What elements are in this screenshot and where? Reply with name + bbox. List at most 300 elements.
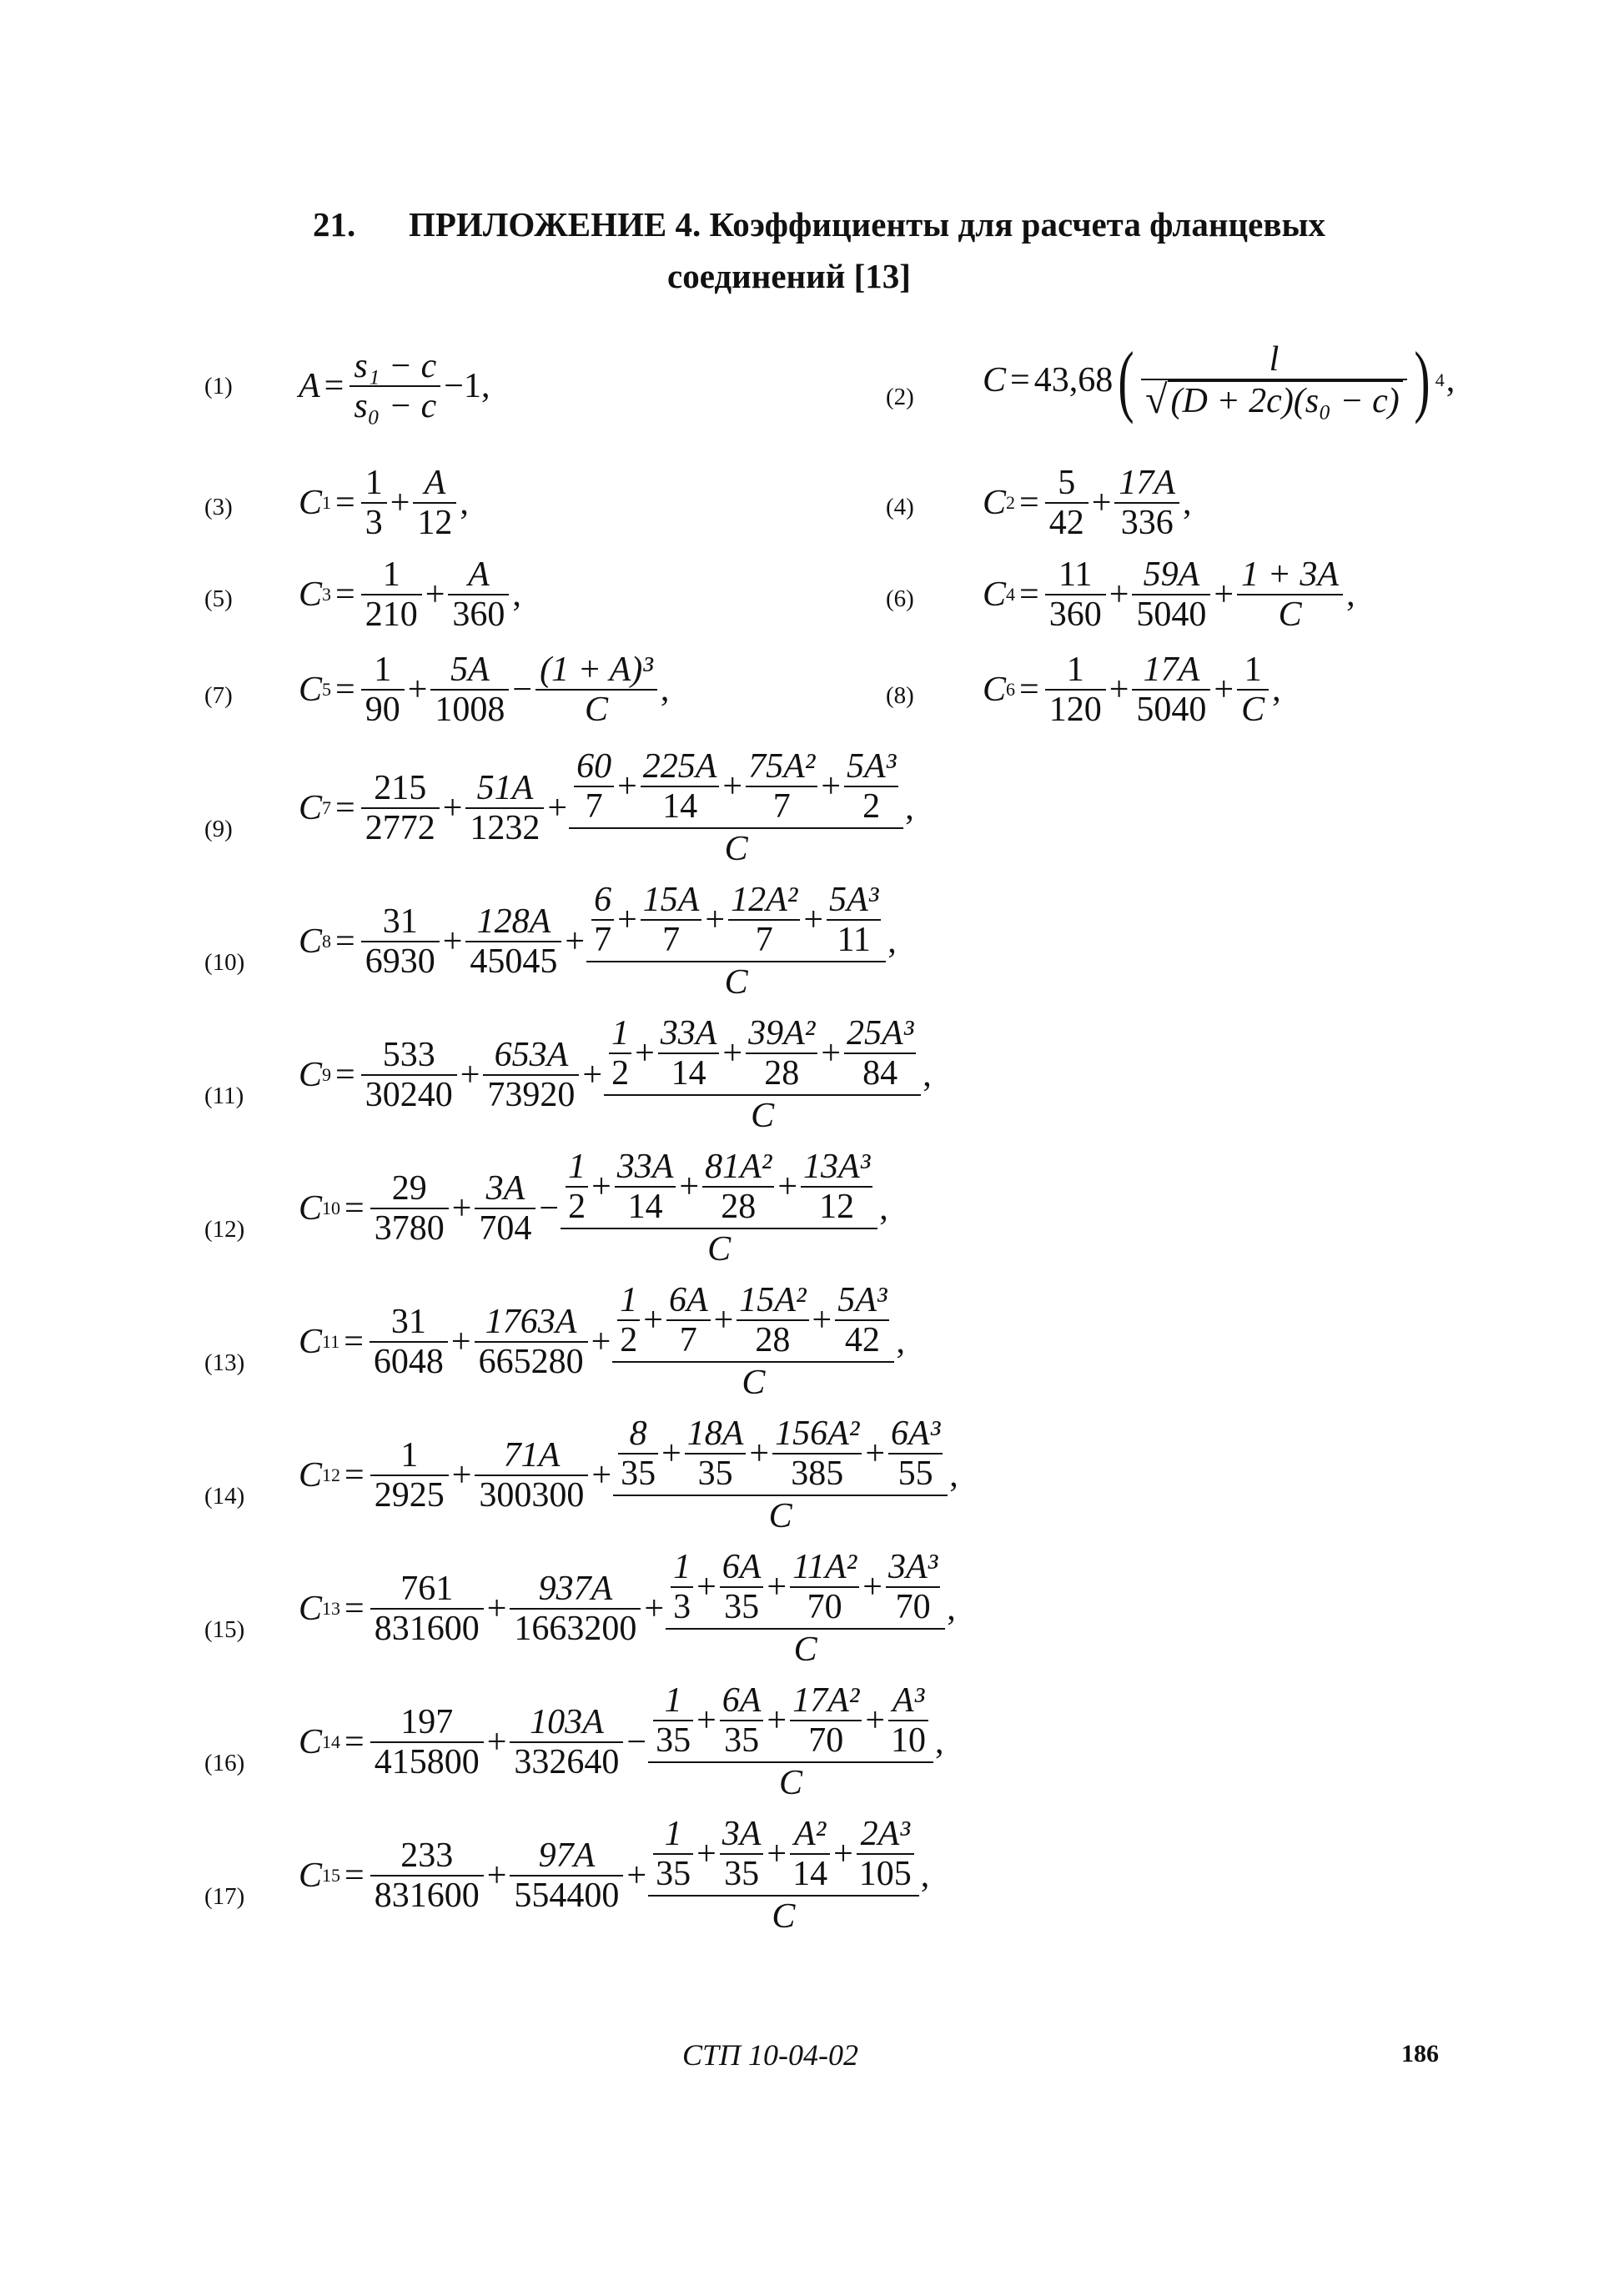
plus-sign: + [767, 1701, 787, 1741]
fraction [702, 1148, 774, 1226]
plus-sign: + [451, 1456, 472, 1495]
fraction-numerator: 17A² [792, 1681, 860, 1720]
equals-sign: = [335, 1056, 355, 1095]
plus-sign: + [1214, 575, 1234, 615]
fraction-numerator: 1 [365, 464, 383, 502]
fraction-numerator: 197 [400, 1703, 454, 1742]
compound-denominator: C [648, 1895, 919, 1937]
fraction [465, 769, 544, 847]
equals-sign: = [335, 671, 355, 710]
fraction-denominator: 28 [737, 1319, 808, 1359]
fraction-numerator: 5A³ [837, 1281, 887, 1319]
operator-sign: + [644, 1590, 665, 1629]
fraction [617, 1281, 640, 1359]
fraction-denominator: 3780 [370, 1208, 449, 1248]
fraction-numerator: 71A [503, 1436, 561, 1475]
equation-lhs: C [983, 575, 1007, 615]
coefficient: 43,68 [1033, 361, 1114, 400]
plus-sign: + [643, 1301, 663, 1340]
fraction-numerator: 103A [530, 1703, 604, 1742]
fraction [566, 1148, 588, 1226]
fraction [641, 747, 720, 826]
fraction-numerator: 1 [1244, 651, 1262, 689]
fraction [1132, 555, 1210, 634]
fraction [666, 1281, 711, 1359]
equation-lhs: C [299, 922, 323, 962]
compound-denominator: C [666, 1628, 945, 1670]
fraction [510, 1570, 641, 1648]
plus-sign: + [1109, 671, 1129, 710]
fraction [801, 1148, 872, 1226]
plus-sign: + [865, 1701, 886, 1741]
document-code: СТП 10-04-02 [682, 2038, 859, 2072]
plus-sign: + [749, 1434, 770, 1474]
equals-sign: = [344, 1723, 365, 1762]
equation-lhs: C [983, 484, 1007, 523]
compound-denominator: C [612, 1361, 894, 1403]
fraction-numerator: 11A² [792, 1548, 857, 1586]
plus-sign: + [722, 1034, 743, 1073]
equation-tail: , [920, 1856, 930, 1896]
fraction-denominator: C [535, 689, 657, 729]
plus-sign: + [407, 671, 428, 710]
fraction-numerator: 33A [616, 1148, 674, 1186]
fraction-numerator: 6A [668, 1281, 708, 1319]
plus-sign: + [1091, 484, 1112, 523]
fraction-denominator: 1232 [465, 807, 544, 847]
plus-sign: + [821, 767, 842, 806]
fraction [370, 1703, 484, 1781]
fraction [370, 1570, 484, 1648]
equals-sign: = [335, 575, 355, 615]
fraction-numerator: 12A² [731, 881, 798, 919]
equation-11: C 9 = $\frac{533}{30240}$ + $\frac{653A}{73920}$ + $\frac{1}{2}$ + $\frac{33A}{14}$ + $\frac{\text{39A²}}{28}$ + $\frac{\text{25A³}}{84}$ C , [299, 1014, 932, 1136]
heading-line-2: соединений [13] [667, 257, 911, 295]
fraction-numerator: 17A [1119, 464, 1176, 502]
equals-sign: = [335, 922, 355, 962]
operator-sign: + [626, 1856, 647, 1896]
compound-numerator [569, 747, 903, 827]
plus-sign: + [451, 1189, 472, 1228]
fraction-denominator: 45045 [465, 941, 561, 981]
fraction-denominator: 55 [888, 1453, 943, 1493]
fraction [790, 1681, 862, 1760]
plus-sign: + [591, 1168, 611, 1207]
equation-16: C 14 = $\frac{197}{415800}$ + $\frac{103A}{332640}$ − $\frac{1}{35}$ + $\frac{6A}{35}$ + $\frac{\text{17A²}}{70}$ + $\frac{\text{A³}}{10}$ C , [299, 1681, 944, 1803]
fraction-numerator: A [468, 555, 490, 594]
equation-lhs: C [983, 361, 1007, 400]
fraction-denominator: 1008 [430, 689, 509, 729]
fraction-denominator: 7 [641, 919, 702, 959]
operator-sign: + [591, 1323, 611, 1362]
equation-tail: , [947, 1590, 956, 1629]
fraction-denominator: 12 [801, 1186, 872, 1226]
compound-numerator [648, 1681, 933, 1761]
compound-fraction [604, 1014, 921, 1137]
equals-sign: = [1010, 361, 1030, 400]
plus-sign: + [425, 575, 445, 615]
equation-lhs: C [299, 789, 323, 828]
fraction-denominator: 5040 [1132, 594, 1210, 634]
equation-2: C = 43,68 ( l √ (D + 2c)(s₀ − c) ) 4 , [983, 335, 1456, 425]
compound-numerator [648, 1815, 919, 1895]
plus-sign: + [705, 901, 726, 940]
equation-number: (15) [204, 1616, 245, 1643]
fraction-denominator: 360 [1045, 594, 1106, 634]
plus-sign: + [635, 1034, 655, 1073]
plus-sign: + [1109, 575, 1129, 615]
equals-sign: = [1019, 484, 1039, 523]
minus-sign: − [512, 671, 533, 710]
fraction-numerator: A [424, 464, 446, 502]
operator-sign: + [565, 922, 586, 962]
equation-15: C 13 = $\frac{761}{831600}$ + $\frac{937A}{1663200}$ + $\frac{1}{3}$ + $\frac{6A}{35}$ + $\frac{\text{11A²}}{70}$ + $\frac{\text{3A³}}{70}$ C , [299, 1548, 956, 1670]
fraction-denominator: 35 [720, 1853, 764, 1893]
fraction [609, 1014, 631, 1093]
fraction-denominator: 7 [666, 1319, 711, 1359]
fraction-numerator: A³ [892, 1681, 925, 1720]
fraction-numerator: 6A [721, 1548, 762, 1586]
compound-fraction [613, 1414, 948, 1537]
compound-denominator: C [604, 1094, 921, 1136]
fraction-numerator: 1 [664, 1681, 682, 1720]
fraction-numerator: A² [793, 1815, 827, 1853]
fraction [888, 1681, 928, 1760]
equation-tail: , [1346, 575, 1355, 615]
section-number: 21. [313, 205, 356, 244]
fraction-denominator: 42 [835, 1319, 889, 1359]
equation-17: C 15 = $\frac{233}{831600}$ + $\frac{97A}{554400}$ + $\frac{1}{35}$ + $\frac{3A}{35}$ + $\frac{\text{A²}}{14}$ + $\frac{\text{2A³}}{105}$ C , [299, 1815, 930, 1937]
equation-number: (17) [204, 1883, 245, 1910]
fraction-numerator: l [1269, 340, 1280, 379]
compound-fraction [586, 881, 886, 1003]
equation-13: C 11 = $\frac{31}{6048}$ + $\frac{1763A}{665280}$ + $\frac{1}{2}$ + $\frac{6A}{7}$ + $\frac{\text{15A²}}{28}$ + $\frac{\text{5A³}}{42}$ C , [299, 1281, 905, 1403]
equation-tail: , [1183, 484, 1192, 523]
fraction-denominator: 14 [658, 1053, 720, 1093]
equation-number: (8) [886, 682, 914, 709]
operator-sign: + [591, 1456, 612, 1495]
plus-sign: + [865, 1434, 886, 1474]
fraction-numerator: 533 [382, 1036, 435, 1075]
fraction-denominator: 30240 [361, 1074, 457, 1114]
fraction-denominator: 105 [857, 1853, 914, 1893]
fraction [370, 1436, 449, 1515]
fraction-denominator: 2772 [361, 807, 440, 847]
equation-5: C 3 = $\frac{1}{210}$ + $\frac{A}{360}$ , [299, 555, 521, 635]
fraction [591, 881, 614, 959]
fraction [746, 747, 817, 826]
fraction-denominator: 90 [361, 689, 405, 729]
fraction [835, 1281, 889, 1359]
fraction [728, 881, 800, 959]
plus-sign: + [722, 767, 743, 806]
radical-sign: √ [1145, 378, 1168, 423]
fraction-denominator: 2 [617, 1319, 640, 1359]
plus-sign: + [486, 1856, 507, 1896]
fraction [370, 1836, 484, 1915]
fraction [1045, 555, 1106, 634]
fraction-numerator: 6A [721, 1681, 762, 1720]
equation-tail: , [887, 922, 897, 962]
equation-number: (13) [204, 1349, 245, 1376]
fraction-denominator: 35 [653, 1853, 693, 1893]
plus-sign: + [777, 1168, 798, 1207]
plus-sign: + [803, 901, 824, 940]
fraction [615, 1148, 676, 1226]
fraction-numerator: (1 + A)³ [540, 651, 653, 689]
fraction-denominator: 7 [746, 786, 817, 826]
fraction-numerator: 97A [538, 1836, 596, 1876]
operator-sign: − [539, 1189, 560, 1228]
fraction [361, 464, 387, 542]
equals-sign: = [1019, 575, 1039, 615]
fraction [1237, 555, 1343, 634]
fraction-numerator: 761 [400, 1570, 454, 1609]
fraction [361, 902, 440, 981]
plus-sign: + [1214, 671, 1234, 710]
fraction-numerator: 17A [1143, 651, 1200, 689]
fraction-numerator: 1 [664, 1815, 682, 1853]
fraction [790, 1815, 830, 1893]
fraction [574, 747, 614, 826]
equals-sign: = [344, 1323, 364, 1362]
equation-4: C 2 = $\frac{5}{42}$ + $\frac{17A}{336}$ , [983, 464, 1192, 543]
plus-sign: + [696, 1568, 716, 1607]
equation-lhs: C [299, 1189, 323, 1228]
fraction-denominator: s₀ − c [349, 385, 440, 425]
fraction-denominator: 14 [615, 1186, 676, 1226]
fraction-denominator: 300300 [475, 1475, 588, 1515]
fraction-numerator: 653A [494, 1036, 569, 1075]
fraction-denominator: 2925 [370, 1475, 449, 1515]
fraction-numerator: 1 [568, 1148, 586, 1186]
plus-sign: + [696, 1835, 716, 1874]
plus-sign: + [812, 1301, 832, 1340]
equation-tail: , [879, 1189, 888, 1228]
fraction-denominator: C [1237, 594, 1343, 634]
equation-number: (4) [886, 494, 914, 520]
fraction [790, 1548, 859, 1626]
fraction-numerator: 2A³ [860, 1815, 910, 1853]
fraction [888, 1414, 943, 1493]
equation-7: C 5 = $\frac{1}{90}$ + $\frac{5A}{1008}$ − $\frac{\text{(1 + A)³}}{C}$ , [299, 651, 670, 730]
page-heading [313, 198, 1397, 302]
fraction [413, 464, 456, 542]
fraction-numerator: 3A [721, 1815, 762, 1853]
equation-lhs: C [299, 1056, 323, 1095]
fraction-denominator: 35 [720, 1586, 764, 1626]
fraction-denominator: 12 [413, 502, 456, 542]
square-root [1141, 378, 1407, 423]
right-parenthesis: ) [1414, 335, 1430, 425]
plus-sign: + [617, 767, 637, 806]
fraction-numerator: 39A² [748, 1014, 816, 1053]
fraction-denominator: 5040 [1132, 689, 1210, 729]
equation-12: C 10 = $\frac{29}{3780}$ + $\frac{3A}{704}$ − $\frac{1}{2}$ + $\frac{33A}{14}$ + $\frac{\text{81A²}}{28}$ + $\frac{\text{13A³}}{12}$ C , [299, 1148, 888, 1269]
fraction-denominator: 2 [609, 1053, 631, 1093]
equation-tail: , [512, 575, 521, 615]
fraction-numerator: 1 [382, 555, 400, 594]
equals-sign: = [335, 789, 355, 828]
equation-lhs: C [299, 671, 323, 710]
fraction-denominator: 70 [886, 1586, 940, 1626]
fraction [653, 1681, 693, 1760]
equation-9: C 7 = $\frac{215}{2772}$ + $\frac{51A}{1232}$ + $\frac{60}{7}$ + $\frac{225A}{14}$ + $\frac{\text{75A²}}{7}$ + $\frac{\text{5A³}}{2}$ C , [299, 747, 914, 869]
compound-fraction [561, 1148, 877, 1270]
compound-numerator [586, 881, 886, 961]
plus-sign: + [460, 1056, 480, 1095]
fraction [361, 1036, 457, 1114]
fraction-numerator: 128A [476, 902, 551, 942]
fraction [720, 1815, 764, 1893]
fraction-denominator: 385 [772, 1453, 862, 1493]
fraction-denominator: 332640 [510, 1741, 623, 1781]
fraction [1045, 464, 1089, 542]
fraction-numerator: 1 [1066, 651, 1084, 689]
fraction-denominator: C [1237, 689, 1269, 729]
fraction-denominator: 7 [574, 786, 614, 826]
operator-sign: + [582, 1056, 603, 1095]
equation-number: (7) [204, 682, 233, 709]
fraction-numerator: 51A [476, 769, 534, 808]
equation-tail: , [935, 1723, 944, 1762]
fraction-numerator: 59A [1143, 555, 1200, 594]
fraction [1237, 651, 1269, 729]
fraction-numerator: 29 [391, 1169, 427, 1208]
fraction-numerator: 25A³ [847, 1014, 914, 1053]
fraction-denominator: 35 [618, 1453, 658, 1493]
fraction [510, 1836, 623, 1915]
fraction-numerator: 8 [629, 1414, 647, 1453]
equals-sign: = [324, 367, 344, 406]
equation-tail: , [660, 671, 670, 710]
fraction-numerator: 15A² [739, 1281, 807, 1319]
fraction-denominator: 831600 [370, 1608, 484, 1648]
equation-lhs: C [299, 1856, 323, 1896]
plus-sign: + [767, 1835, 787, 1874]
equation-lhs: C [299, 1323, 323, 1362]
plus-sign: + [696, 1701, 716, 1741]
equation-number: (3) [204, 494, 233, 520]
equation-lhs: C [299, 1590, 323, 1629]
fraction-denominator: 28 [702, 1186, 774, 1226]
fraction [475, 1436, 588, 1515]
plus-sign: + [390, 484, 410, 523]
plus-sign: + [486, 1590, 507, 1629]
equals-sign: = [344, 1456, 365, 1495]
fraction [370, 1169, 449, 1248]
fraction-numerator: 11 [1058, 555, 1093, 594]
compound-numerator [604, 1014, 921, 1094]
fraction-numerator: 1 [400, 1436, 419, 1475]
fraction-denominator: 360 [448, 594, 509, 634]
left-parenthesis: ( [1118, 335, 1134, 425]
equation-8: C 6 = $\frac{1}{120}$ + $\frac{17A}{5040}$ + $\frac{1}{C}$ , [983, 651, 1281, 730]
equation-lhs: A [299, 367, 320, 406]
fraction-numerator: 60 [576, 747, 612, 786]
plus-sign: + [661, 1434, 681, 1474]
equation-number: (12) [204, 1216, 245, 1243]
fraction-denominator: 831600 [370, 1875, 484, 1915]
fraction-numerator: 5A³ [829, 881, 879, 919]
fraction-denominator: 10 [888, 1720, 928, 1760]
fraction [886, 1548, 940, 1626]
compound-numerator [561, 1148, 877, 1228]
fraction-denominator: 28 [746, 1053, 817, 1093]
equals-sign: = [344, 1590, 365, 1629]
fraction-numerator: 1 [673, 1548, 691, 1586]
plus-sign: + [679, 1168, 700, 1207]
equation-number: (6) [886, 585, 914, 612]
plus-sign: + [767, 1568, 787, 1607]
plus-sign: + [442, 789, 463, 828]
compound-fraction [666, 1548, 945, 1671]
fraction [510, 1703, 623, 1781]
fraction-denominator: 35 [720, 1720, 764, 1760]
fraction-numerator: 1 [611, 1014, 630, 1053]
fraction [685, 1414, 747, 1493]
fraction-numerator: s₁ − c [354, 347, 437, 385]
plus-sign: + [442, 922, 463, 962]
fraction-denominator: 336 [1114, 502, 1179, 542]
equals-sign: = [344, 1856, 365, 1896]
fraction [1114, 464, 1179, 542]
equation-14: C 12 = $\frac{1}{2925}$ + $\frac{71A}{300300}$ + $\frac{8}{35}$ + $\frac{18A}{35}$ + $\frac{\text{156A²}}{385}$ + $\frac{\text{6A³}}{55}$ C , [299, 1414, 958, 1536]
equation-lhs: C [299, 1723, 323, 1762]
fraction-denominator: 2 [566, 1186, 588, 1226]
equation-tail: , [1272, 671, 1281, 710]
heading-line-1: ПРИЛОЖЕНИЕ 4. Коэффициенты для расчета фланцевых [409, 205, 1326, 244]
compound-fraction [648, 1681, 933, 1804]
plus-sign: + [486, 1723, 507, 1762]
fraction [720, 1681, 764, 1760]
fraction-numerator: 15A [642, 881, 700, 919]
compound-fraction [569, 747, 903, 870]
fraction-numerator: 1 [374, 651, 392, 689]
equation-1 [299, 347, 491, 425]
equation-lhs: C [299, 484, 323, 523]
equation-number: (10) [204, 949, 245, 976]
equation-tail: , [905, 789, 914, 828]
fraction [475, 1169, 535, 1248]
equation-number: (11) [204, 1083, 244, 1109]
equals-sign: = [1019, 671, 1039, 710]
fraction [653, 1815, 693, 1893]
equation-10: C 8 = $\frac{31}{6930}$ + $\frac{128A}{45045}$ + $\frac{6}{7}$ + $\frac{15A}{7}$ + $\frac{\text{12A²}}{7}$ + $\frac{\text{5A³}}{11}$ C , [299, 881, 897, 1002]
fraction-numerator: 3A³ [887, 1548, 938, 1586]
equation-3: C 1 = $\frac{1}{3}$ + $\frac{A}{12}$ , [299, 464, 469, 543]
equation-lhs: C [983, 671, 1007, 710]
fraction-denominator: 704 [475, 1208, 535, 1248]
fraction [448, 555, 509, 634]
fraction [641, 881, 702, 959]
fraction [844, 747, 898, 826]
equation-number: (9) [204, 816, 233, 842]
compound-fraction [648, 1815, 919, 1937]
fraction-numerator: 5 [1058, 464, 1076, 502]
compound-denominator: C [561, 1228, 877, 1269]
fraction-numerator: 3A [485, 1169, 525, 1208]
fraction-denominator: 1663200 [510, 1608, 641, 1648]
fraction-denominator: 120 [1045, 689, 1106, 729]
plus-sign: + [821, 1034, 842, 1073]
fraction-denominator: 70 [790, 1586, 859, 1626]
fraction-denominator: 14 [641, 786, 720, 826]
fraction-numerator: 81A² [705, 1148, 772, 1186]
plus-sign: + [713, 1301, 734, 1340]
compound-denominator: C [569, 827, 903, 869]
fraction-denominator: 3 [361, 502, 387, 542]
